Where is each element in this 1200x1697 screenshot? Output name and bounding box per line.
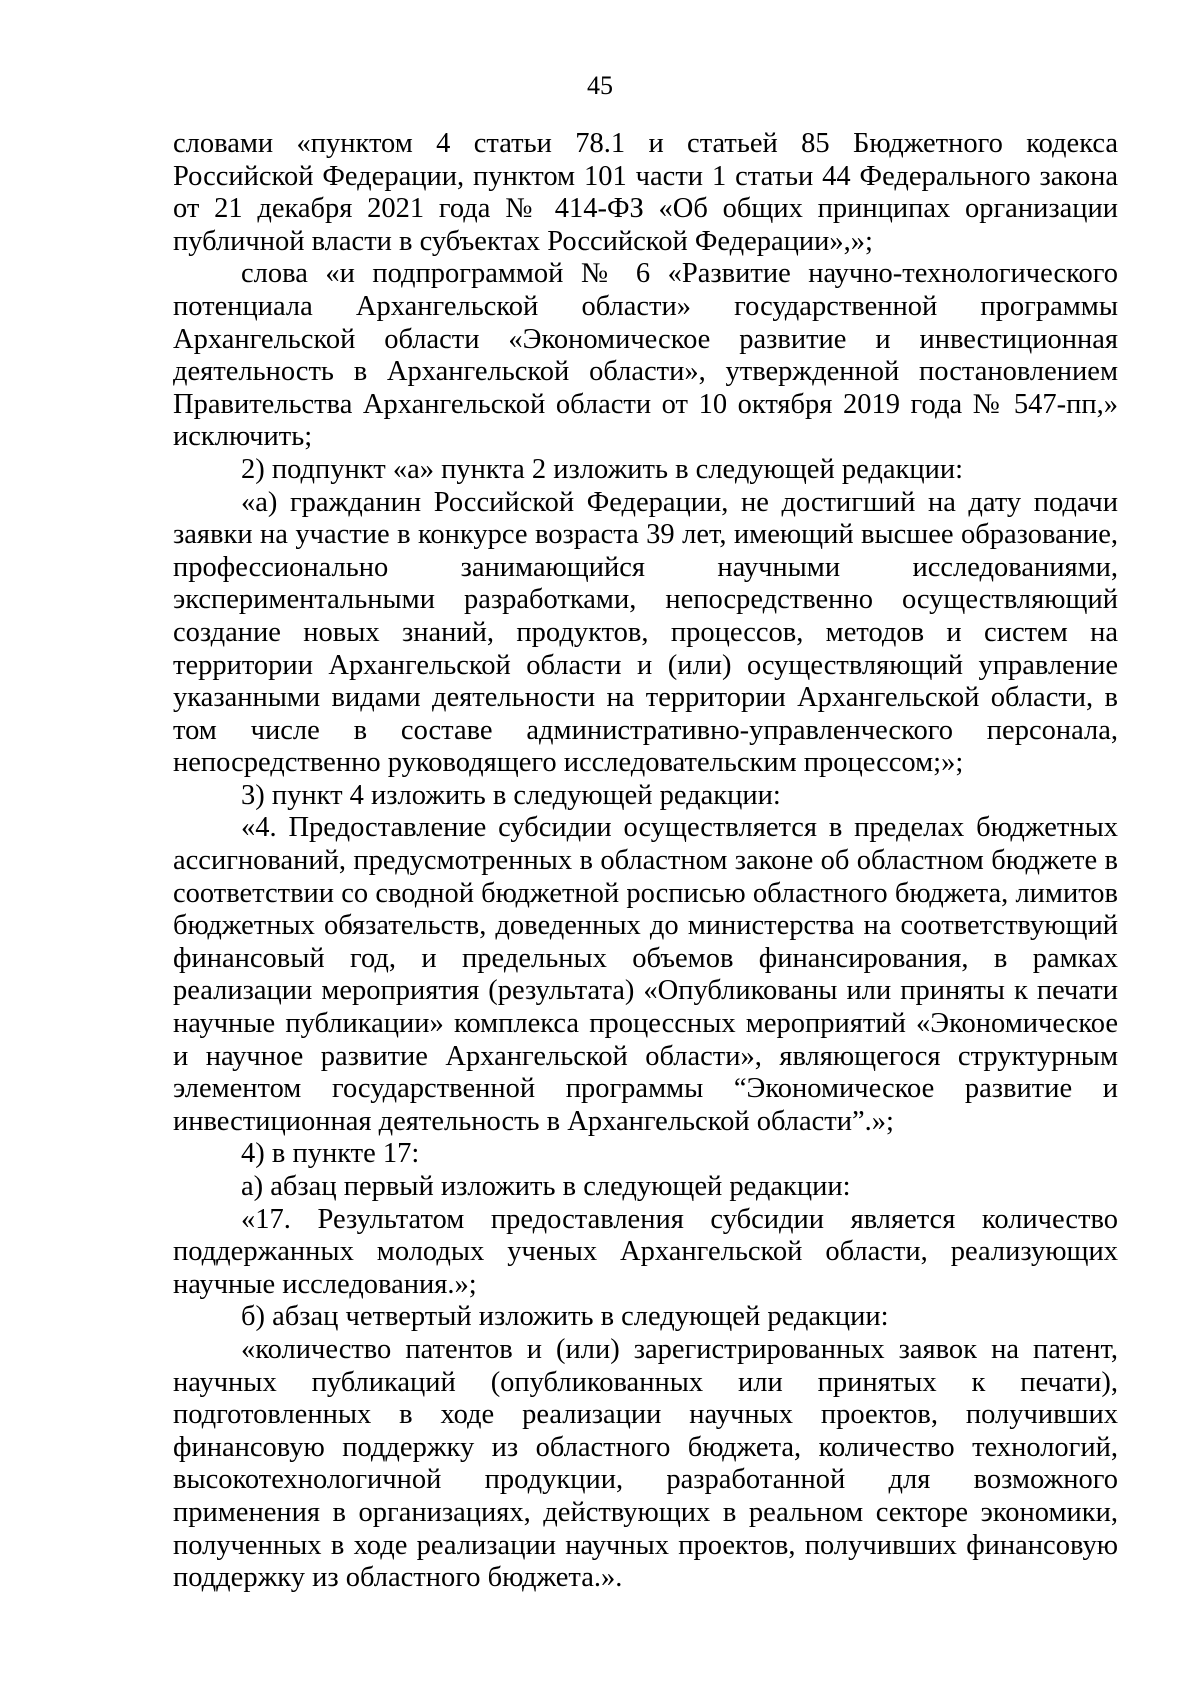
paragraph: 4) в пункте 17: bbox=[241, 1138, 420, 1170]
paragraph: «4. Предоставление субсидии осуществляется в пределах бюджетных ассигнований, предусмотренных в областном законе об областном бюджете в соответствии со сводной бюджетной росписью областного бюджета, лимитов бюджетных обязательств, доведенных до министерства на соответствующий финансовый год, и предельных объемов финансирования, в рамках реализации мероприятия (результата) «Опубликованы или приняты к печати научные публикации» комплекса процессных мероприятий «Экономическое и научное развитие Архангельской области», являющегося структурным элементом государственной программы “Экономическое развитие и инвестиционная деятельность в Архангельской области”.»; bbox=[173, 812, 1118, 1137]
paragraph: «а) гражданин Российской Федерации, не достигший на дату подачи заявки на участие в конкурсе возраста 39 лет, имеющий высшее образование, профессионально занимающийся научными исследованиями, экспериментальными разработками, непосредственно осуществляющий создание новых знаний, продуктов, процессов, методов и систем на территории Архангельской области и (или) осуществляющий управление указанными видами деятельности на территории Архангельской области, в том числе в составе административно-управленческого персонала, непосредственно руководящего исследовательским процессом;»; bbox=[173, 486, 1118, 779]
paragraph: «17. Результатом предоставления субсидии является количество поддержанных молодых ученых Архангельской области, реализующих научные исследования.»; bbox=[173, 1203, 1118, 1300]
paragraph: а) абзац первый изложить в следующей редакции: bbox=[241, 1171, 851, 1202]
paragraph: «количество патентов и (или) зарегистрированных заявок на патент, научных публикаций (опубликованных или принятых к печати), подготовленных в ходе реализации научных проектов, получивших финансовую поддержку из областного бюджета, количество технологий, высокотехнологичной продукции, разработанной для возможного применения в организациях, действующих в реальном секторе экономики, полученных в ходе реализации научных проектов, получивших финансовую поддержку из областного бюджета.». bbox=[173, 1333, 1118, 1594]
document-body bbox=[173, 128, 1118, 1595]
paragraph: 2) подпункт «а» пункта 2 изложить в следующей редакции: bbox=[241, 453, 964, 485]
paragraph-continuation: словами «пунктом 4 статьи 78.1 и статьей 85 Бюджетного кодекса Российской Федерации, пунктом 101 части 1 статьи 44 Федерального закона от 21 декабря 2021 года № 414-ФЗ «Об общих принципах организации публичной власти в субъектах Российской Федерации»,»; bbox=[173, 128, 1118, 257]
page-number: 45 bbox=[587, 71, 613, 100]
paragraph: 3) пункт 4 изложить в следующей редакции: bbox=[241, 779, 781, 811]
paragraph: б) абзац четвертый изложить в следующей редакции: bbox=[241, 1301, 889, 1333]
paragraph: слова «и подпрограммой № 6 «Развитие научно-технологического потенциала Архангельской области» государственной программы Архангельской области «Экономическое развитие и инвестиционная деятельность в Архангельской области», утвержденной постановлением Правительства Архангельской области от 10 октября 2019 года № 547-пп,» исключить; bbox=[173, 258, 1118, 453]
